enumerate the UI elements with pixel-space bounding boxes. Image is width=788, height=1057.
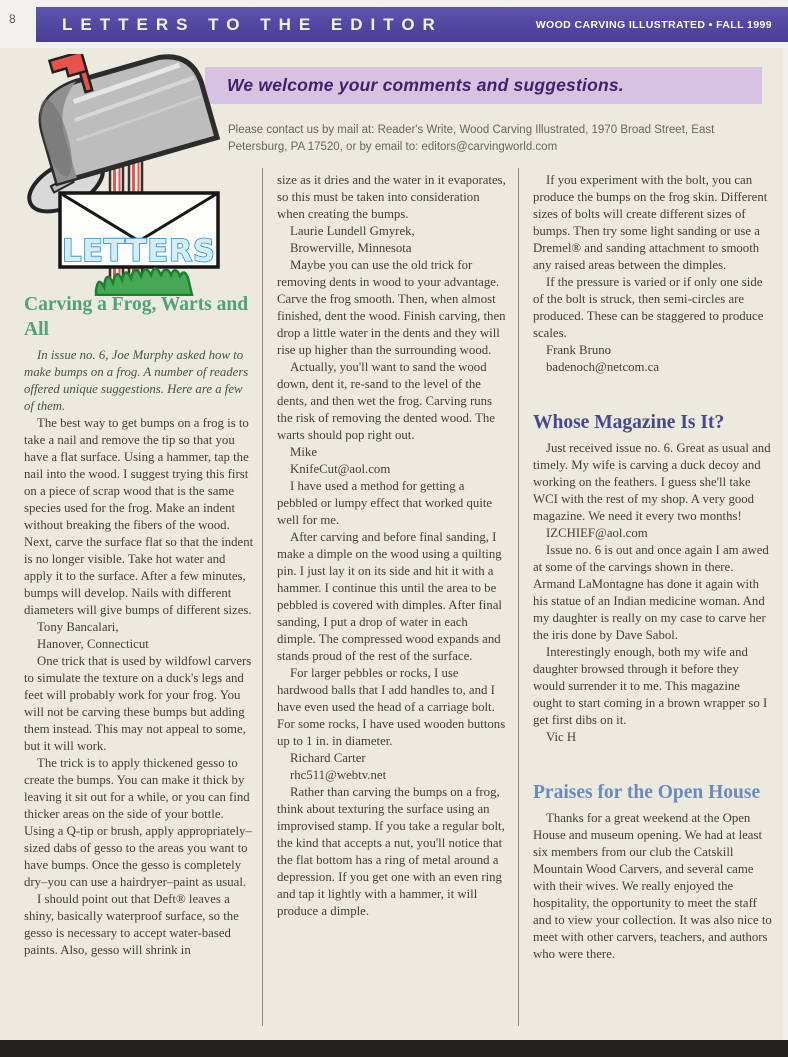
page-number: 8 xyxy=(9,12,16,26)
letter-heading: Carving a Frog, Warts and All xyxy=(24,294,249,340)
envelope-letters-label: LETTERS xyxy=(62,234,216,269)
welcome-banner xyxy=(205,67,762,104)
letter-signature xyxy=(277,750,506,784)
letter-paragraph: The best way to get bumps on a frog is to take a nail and remove the tip so that you have a flat surface. Using a hammer, tap the nail into the wood. I suggest trying this first on a piece of scrap wood that is the same species used for the frog. Make an indent without breaking the fibers of the wood. Next, carve the surface flat so that the indent is no longer visible. Take hot water and apply it to the surface. After a few minutes, bumps will develop. Nails with different diameters will give bumps of different sizes. xyxy=(24,416,254,617)
contact-info-text: Please contact us by mail at: Reader's Write, Wood Carving Illustrated, 1970 Broad Street, East Petersburg, PA 17520, or by email to: editors@carvingworld.com xyxy=(228,124,715,154)
letter-paragraph: If you experiment with the bolt, you can produce the bumps on the frog skin. Different sizes of bolts will create different sizes of bumps. Then try some light sanding or use a Dremel® and sanding attachment to smooth any raised areas between the dimples. xyxy=(533,173,768,272)
letter-paragraph: One trick that is used by wildfowl carvers to simulate the texture on a duck's legs and feet will probably work for your frog. You will not be carving these bumps but adding them instead. This may not appeal to some, but it will work. xyxy=(24,654,252,753)
letter-signature xyxy=(277,444,506,478)
letter-signature xyxy=(533,729,772,746)
editor-intro-note: In issue no. 6, Joe Murphy asked how to make bumps on a frog. A number of readers offered unique suggestions. Here are a few of them. xyxy=(24,348,249,413)
letter-paragraph: I have used a method for getting a pebbled or lumpy effect that worked quite well for me. xyxy=(277,479,493,527)
letter-paragraph: After carving and before final sanding, I make a dimple on the wood using a quilting pin. I just lay it on its side and hit it with a hammer. I continue this until the area to be pebbled is covered with dimples. After final sanding, I put a drop of water in each dimple. The compressed wood expands and stands proud of the rest of the surface. xyxy=(277,530,502,663)
letter-paragraph: The trick is to apply thickened gesso to create the bumps. You can make it thick by leaving it sit out for a while, or you can find thicker areas on the side of your bottle. Using a Q-tip or brush, apply appropriately–sized dabs of gesso to the areas you want to have bumps. Once the gesso is completely dry–you can use a hairdryer–paint as usual. xyxy=(24,756,252,889)
signature-line: Frank Bruno xyxy=(546,343,612,357)
masthead-issue-date: WOOD CARVING ILLUSTRATED • FALL 1999 xyxy=(535,18,772,31)
welcome-banner-text: We welcome your comments and suggestions. xyxy=(227,75,624,95)
signature-line: IZCHIEF@aol.com xyxy=(546,526,648,540)
letter-paragraph: Maybe you can use the old trick for removing dents in wood to your advantage. Carve the frog smooth. Then, when almost finished, dent the wood. Finish carving, then drop a little water in the dents and they will rise up higher than the surrounding wood. xyxy=(277,258,506,357)
column-2 xyxy=(262,168,518,1026)
signature-line: Hanover, Connecticut xyxy=(37,637,149,651)
column-1 xyxy=(22,168,262,1026)
letter-signature xyxy=(533,342,772,376)
letter-heading: Praises for the Open House xyxy=(533,782,761,803)
letters-columns xyxy=(22,168,772,1026)
signature-line: KnifeCut@aol.com xyxy=(290,462,391,476)
letter-paragraph: Issue no. 6 is out and once again I am awed at some of the carvings shown in there. Armand LaMontagne has done it again with his statue of an Indian medicine woman. And my daughter is really on my case to carve her the iris done by Dave Sabol. xyxy=(533,543,769,642)
signature-line: Mike xyxy=(290,445,318,459)
column-3 xyxy=(518,168,772,1026)
letter-paragraph: If the pressure is varied or if only one side of the bolt is struck, then semi-circles are produced. These can be staggered to produce scales. xyxy=(533,275,764,340)
letter-paragraph: size as it dries and the water in it evaporates, so this must be taken into consideration when creating the bumps. xyxy=(277,173,506,221)
signature-line: Tony Bancalari, xyxy=(37,620,119,634)
letter-signature xyxy=(277,223,506,257)
letter-paragraph: Actually, you'll want to sand the wood down, dent it, re-sand to the level of the dents, and then wet the frog. Carving runs the risk of removing the dented wood. The warts should pop right out. xyxy=(277,360,495,442)
letter-paragraph: Rather than carving the bumps on a frog, think about texturing the surface using an improvised stamp. If you take a regular bolt, the kind that accepts a nut, you'll notice that the flat bottom has a ring of metal around a depression. If you get one with an even ring and tap it lightly with a hammer, it will produce a dimple. xyxy=(277,785,505,918)
masthead-bar xyxy=(36,7,788,42)
page-bottom-edge xyxy=(0,1040,788,1057)
letter-paragraph: I should point out that Deft® leaves a shiny, basically waterproof surface, so the gesso is necessary to accept water-based paints. Also, gesso will shrink in xyxy=(24,892,239,957)
letter-paragraph: For larger pebbles or rocks, I use hardwood balls that I add handles to, and I have even used the head of a carriage bolt. For some rocks, I have used wooden buttons up to 1 in. in diameter. xyxy=(277,666,506,748)
letter-signature xyxy=(533,525,772,542)
letter-heading: Whose Magazine Is It? xyxy=(533,412,725,433)
letter-paragraph: Interestingly enough, both my wife and daughter browsed through it before they would surrender it to me. This magazine ought to start coming in a brown wrapper so I get first dibs on it. xyxy=(533,645,768,727)
signature-line: Richard Carter xyxy=(290,751,366,765)
signature-line: Laurie Lundell Gmyrek, xyxy=(290,224,415,238)
letter-paragraph: Just received issue no. 6. Great as usual and timely. My wife is carving a duck decoy and working on the feathers. I guess she'll take WCI with the rest of my shop. A very good magazine. We need it every two months! xyxy=(533,441,771,523)
letter-paragraph: Thanks for a great weekend at the Open House and museum opening. We had at least six members from our club the Catskill Mountain Wood Carvers, and several came with their wives. We really enjoyed the hospitality, the opportunity to meet the staff and to view your collection. It was also nice to meet with other carvers, teachers, and authors who were there. xyxy=(533,811,772,961)
letter-signature xyxy=(24,619,254,653)
signature-line: badenoch@netcom.ca xyxy=(546,360,660,374)
signature-line: rhc511@webtv.net xyxy=(290,768,387,782)
page-right-margin xyxy=(783,48,788,1040)
signature-line: Vic H xyxy=(546,730,577,744)
signature-line: Browerville, Minnesota xyxy=(290,241,412,255)
mailbox-body xyxy=(23,54,217,184)
masthead-title: LETTERS TO THE EDITOR xyxy=(62,14,443,34)
